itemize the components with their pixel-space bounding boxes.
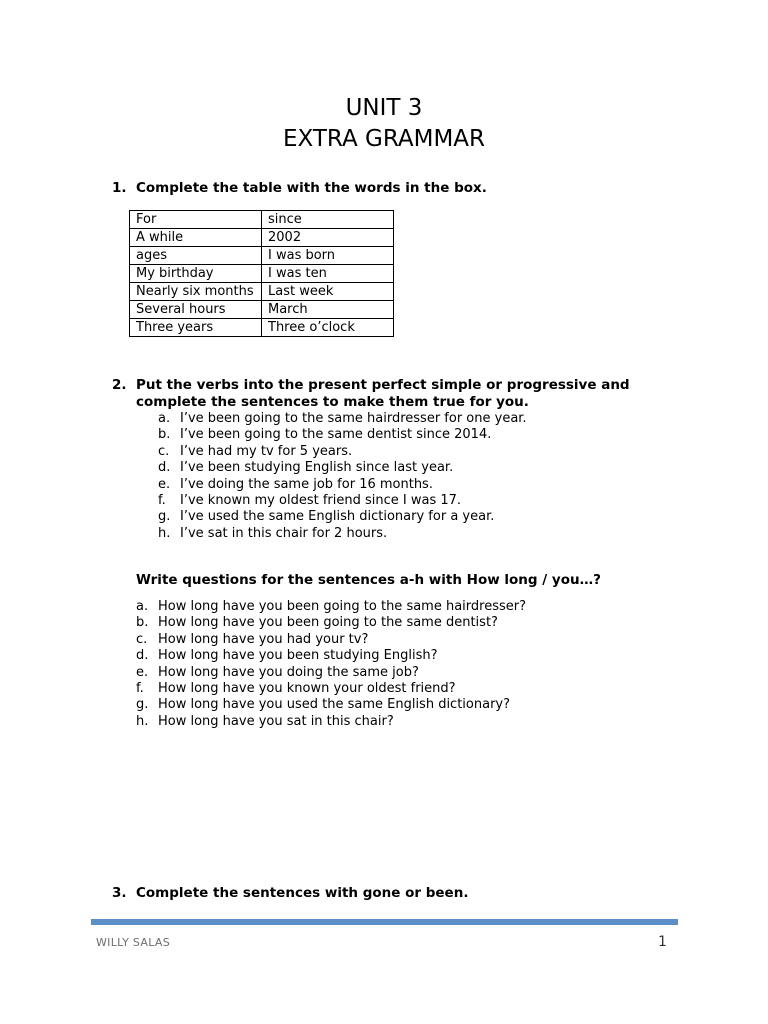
table-cell: Nearly six months: [130, 283, 262, 301]
item-letter: c.: [136, 631, 148, 647]
table-row: [130, 319, 394, 337]
question-number: 1.: [112, 180, 127, 196]
item-letter: g.: [136, 697, 149, 713]
item-letter: f.: [158, 493, 166, 509]
answer-item: [158, 460, 527, 476]
item-text: I’ve known my oldest friend since I was 17.: [180, 493, 462, 509]
table-cell: I was born: [262, 247, 394, 265]
question-1-heading: [112, 180, 487, 197]
item-letter: c.: [158, 443, 170, 459]
item-letter: d.: [136, 648, 149, 664]
question-item: [136, 599, 526, 615]
question-item: [136, 681, 526, 697]
questions-list: [136, 599, 526, 730]
question-3-heading: [112, 885, 469, 902]
words-table: [129, 210, 394, 337]
question-2-heading: [112, 377, 630, 410]
item-letter: f.: [136, 681, 144, 697]
page-number: 1: [658, 934, 667, 950]
answer-list: [158, 411, 527, 542]
table-cell: My birthday: [130, 265, 262, 283]
question-2-subheading: [136, 572, 601, 589]
item-text: I’ve had my tv for 5 years.: [180, 443, 353, 459]
question-item: [136, 714, 526, 730]
table-row: [130, 229, 394, 247]
table-row: [130, 301, 394, 319]
footer-rule: [91, 919, 678, 925]
table-cell: ages: [130, 247, 262, 265]
answer-item: [158, 411, 527, 427]
item-letter: h.: [158, 525, 171, 541]
answer-item: [158, 493, 527, 509]
item-letter: e.: [136, 664, 149, 680]
item-text: How long have you been going to the same hairdresser?: [158, 599, 527, 614]
table-cell: Several hours: [130, 301, 262, 319]
table-row: [130, 283, 394, 301]
item-text: How long have you used the same English dictionary?: [158, 697, 511, 713]
item-letter: a.: [136, 599, 149, 614]
question-item: [136, 648, 526, 664]
question-number: 3.: [112, 885, 127, 901]
item-text: I’ve been going to the same dentist since 2014.: [180, 427, 492, 443]
question-number: 2.: [112, 377, 127, 393]
answer-item: [158, 444, 527, 460]
answer-item: [158, 427, 527, 443]
item-text: How long have you had your tv?: [158, 631, 369, 647]
item-text: I’ve been studying English since last year.: [180, 460, 454, 476]
unit-title: UNIT 3: [345, 95, 423, 121]
item-letter: g.: [158, 509, 171, 525]
item-letter: b.: [136, 615, 149, 631]
item-text: How long have you sat in this chair?: [158, 713, 394, 729]
table-cell: For: [130, 211, 262, 229]
item-text: How long have you known your oldest friend?: [158, 681, 456, 697]
item-text: I’ve sat in this chair for 2 hours.: [180, 525, 388, 541]
item-letter: d.: [158, 460, 171, 476]
table-row: [130, 265, 394, 283]
question-item: [136, 632, 526, 648]
subheading-text: Write questions for the sentences a-h with How long / you…?: [136, 572, 601, 588]
item-text: I’ve used the same English dictionary for a year.: [180, 509, 495, 525]
table-cell: March: [262, 301, 394, 319]
table-cell: since: [262, 211, 394, 229]
answer-item: [158, 509, 527, 525]
item-letter: a.: [158, 411, 171, 426]
table-row: [130, 247, 394, 265]
question-text: Complete the sentences with gone or been.: [136, 885, 469, 901]
item-text: I’ve doing the same job for 16 months.: [180, 476, 433, 492]
table-cell: 2002: [262, 229, 394, 247]
footer-author: WILLY SALAS: [96, 936, 171, 949]
item-letter: e.: [158, 476, 171, 492]
item-text: How long have you been studying English?: [158, 648, 438, 664]
item-text: How long have you been going to the same dentist?: [158, 615, 498, 631]
table-cell: Three years: [130, 319, 262, 337]
question-text: Put the verbs into the present perfect simple or progressive and complete the sentences to make them true for you.: [136, 377, 630, 410]
question-text: Complete the table with the words in the box.: [136, 180, 487, 196]
item-letter: h.: [136, 713, 149, 729]
table-cell: Last week: [262, 283, 394, 301]
question-item: [136, 697, 526, 713]
table-cell: I was ten: [262, 265, 394, 283]
section-title: EXTRA GRAMMAR: [282, 126, 486, 152]
question-item: [136, 615, 526, 631]
question-item: [136, 665, 526, 681]
table-cell: A while: [130, 229, 262, 247]
item-text: How long have you doing the same job?: [158, 664, 419, 680]
table-row: [130, 211, 394, 229]
table-cell: Three o’clock: [262, 319, 394, 337]
answer-item: [158, 526, 527, 542]
item-letter: b.: [158, 427, 171, 443]
answer-item: [158, 477, 527, 493]
item-text: I’ve been going to the same hairdresser for one year.: [180, 411, 527, 426]
